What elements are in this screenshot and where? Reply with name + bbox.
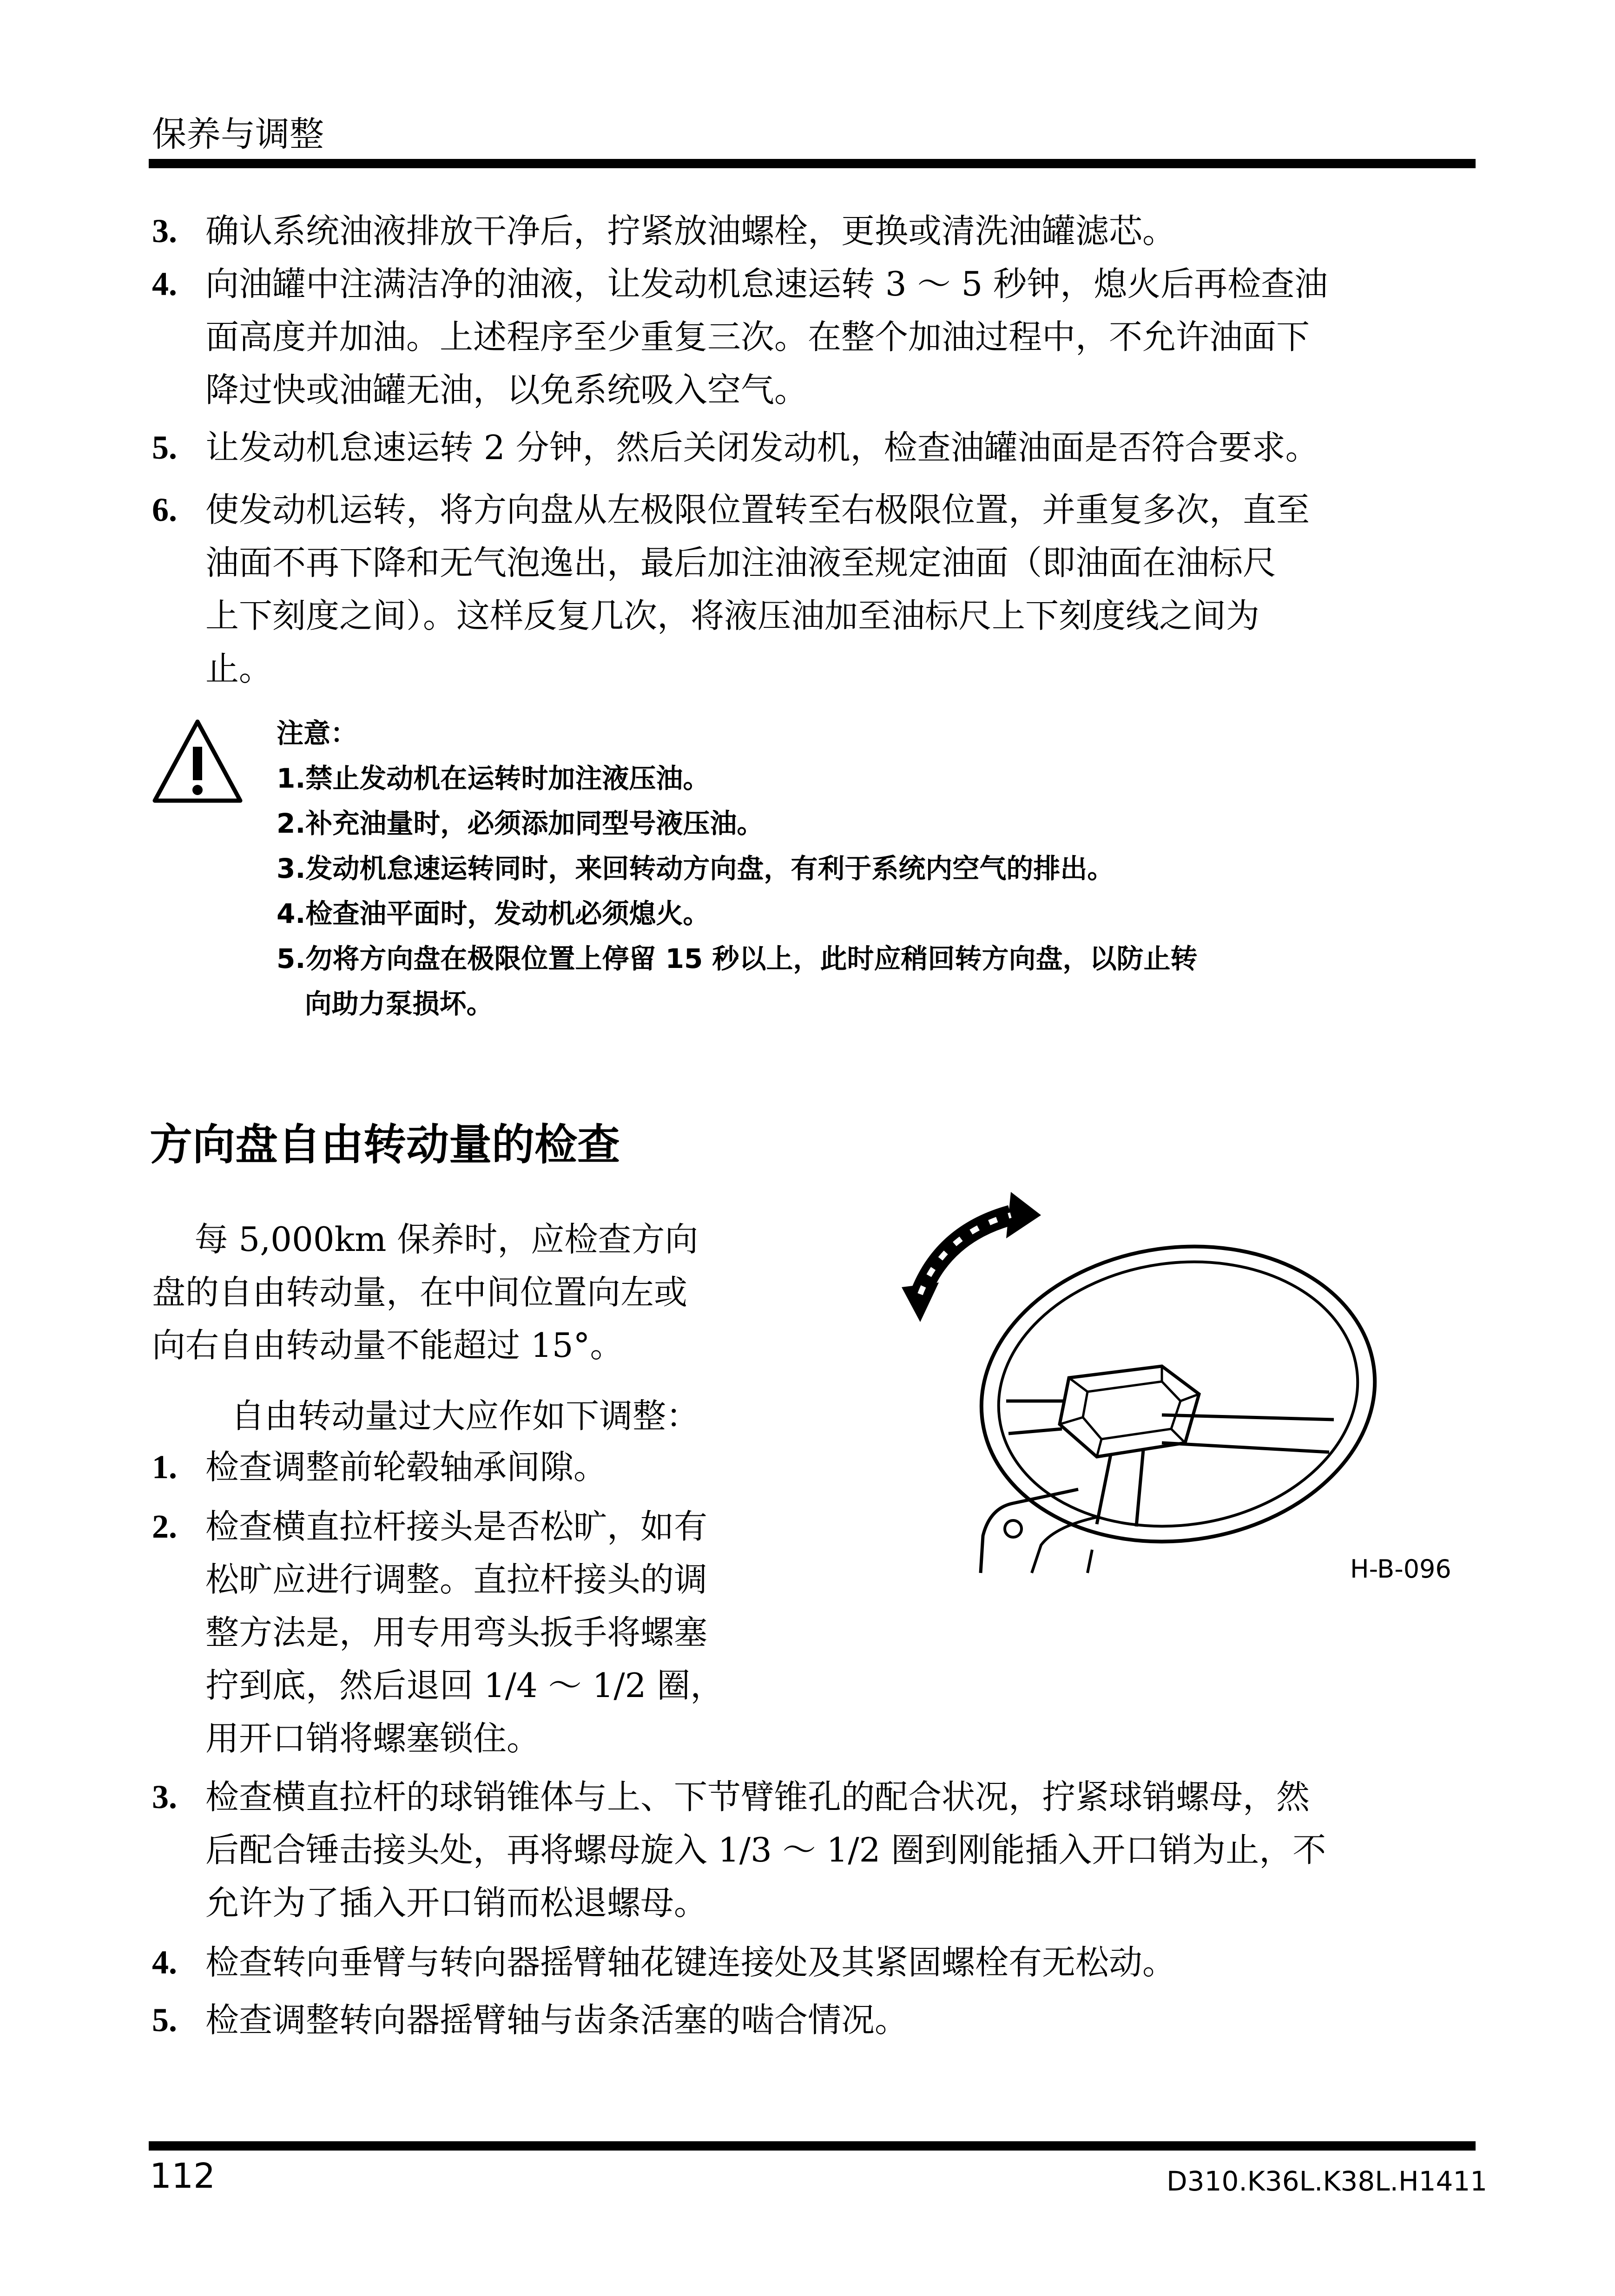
steering-wheel-figure bbox=[902, 1183, 1417, 1582]
step-number: 4. bbox=[152, 265, 177, 303]
step-number: 2. bbox=[152, 1508, 177, 1545]
step-text: 检查调整前轮毂轴承间隙。 bbox=[205, 1447, 607, 1487]
figure-caption: H-B-096 bbox=[1350, 1554, 1451, 1584]
list-item bbox=[152, 421, 1481, 474]
step-number: 5. bbox=[152, 2001, 177, 2039]
section-heading: 方向盘自由转动量的检查 bbox=[150, 1120, 620, 1170]
list-item bbox=[152, 1500, 803, 1765]
step-text: 检查横直拉杆接头是否松旷，如有 松旷应进行调整。直拉杆接头的调 整方法是，用专用弯头扳手将螺塞 拧到底，然后退回 1/4 ～ 1/2 圈， 用开口销将螺塞锁住。 bbox=[205, 1507, 724, 1758]
section-title: 保养与调整 bbox=[152, 114, 324, 154]
step-number: 3. bbox=[152, 1778, 177, 1816]
step-number: 6. bbox=[152, 491, 177, 528]
caution-item: 1.禁止发动机在运转时加注液压油。 bbox=[277, 763, 710, 794]
step-text: 使发动机运转，将方向盘从左极限位置转至右极限位置，并重复多次，直至 油面不再下降和无气泡逸出，最后加注油液至规定油面（即油面在油标尺 上下刻度之间）。这样反复几次，将液压油加至油标尺上下刻度线之间为 止。 bbox=[205, 490, 1310, 688]
warning-triangle-icon bbox=[151, 718, 244, 805]
step-text: 检查横直拉杆的球销锥体与上、下节臂锥孔的配合状况，拧紧球销螺母，然 后配合锤击接头处，再将螺母旋入 1/3 ～ 1/2 圈到刚能插入开口销为止，不 允许为了插入开口销而松退螺母。 bbox=[205, 1777, 1326, 1922]
step-text: 检查转向垂臂与转向器摇臂轴花键连接处及其紧固螺栓有无松动。 bbox=[205, 1943, 1176, 1982]
caution-item: 4.检查油平面时，发动机必须熄火。 bbox=[277, 898, 710, 929]
adjust-intro: 自由转动量过大应作如下调整： bbox=[231, 1396, 700, 1435]
step-text: 检查调整转向器摇臂轴与齿条活塞的啮合情况。 bbox=[205, 2000, 909, 2039]
list-item bbox=[152, 1993, 1481, 2046]
step-number: 1. bbox=[152, 1448, 177, 1486]
step-text: 确认系统油液排放干净后，拧紧放油螺栓，更换或清洗油罐滤芯。 bbox=[205, 211, 1176, 250]
step-text: 向油罐中注满洁净的油液，让发动机怠速运转 3 ～ 5 秒钟，熄火后再检查油 面高度并加油。上述程序至少重复三次。在整个加油过程中，不允许油面下 降过快或油罐无油，以免系统吸入空气。 bbox=[205, 264, 1328, 409]
step-text: 让发动机怠速运转 2 分钟，然后关闭发动机，检查油罐油面是否符合要求。 bbox=[205, 428, 1319, 467]
list-item bbox=[152, 483, 1481, 695]
caution-item: 5.勿将方向盘在极限位置上停留 15 秒以上，此时应稍回转方向盘，以防止转 向助力泵损坏。 bbox=[277, 943, 1198, 1020]
caution-title: 注意： bbox=[277, 717, 358, 749]
caution-item: 3.发动机怠速运转同时，来回转动方向盘，有利于系统内空气的排出。 bbox=[277, 853, 1114, 884]
list-item bbox=[152, 257, 1481, 416]
list-item bbox=[152, 1441, 803, 1493]
step-number: 3. bbox=[152, 212, 177, 250]
list-item bbox=[152, 1770, 1481, 1929]
caution-item: 2.补充油量时，必须添加同型号液压油。 bbox=[277, 808, 764, 839]
list-item bbox=[152, 1936, 1481, 1989]
intro-paragraph: 每 5,000km 保养时，应检查方向 盘的自由转动量，在中间位置向左或 向右自由转动量不能超过 15°。 bbox=[152, 1220, 699, 1365]
footer-rule bbox=[149, 2141, 1476, 2151]
step-number: 5. bbox=[152, 429, 177, 466]
document-id: D310.K36L.K38L.H1411 bbox=[1167, 2165, 1488, 2197]
list-item bbox=[152, 204, 1481, 257]
page-number: 112 bbox=[150, 2156, 216, 2196]
step-number: 4. bbox=[152, 1944, 177, 1981]
header-rule bbox=[149, 159, 1476, 168]
